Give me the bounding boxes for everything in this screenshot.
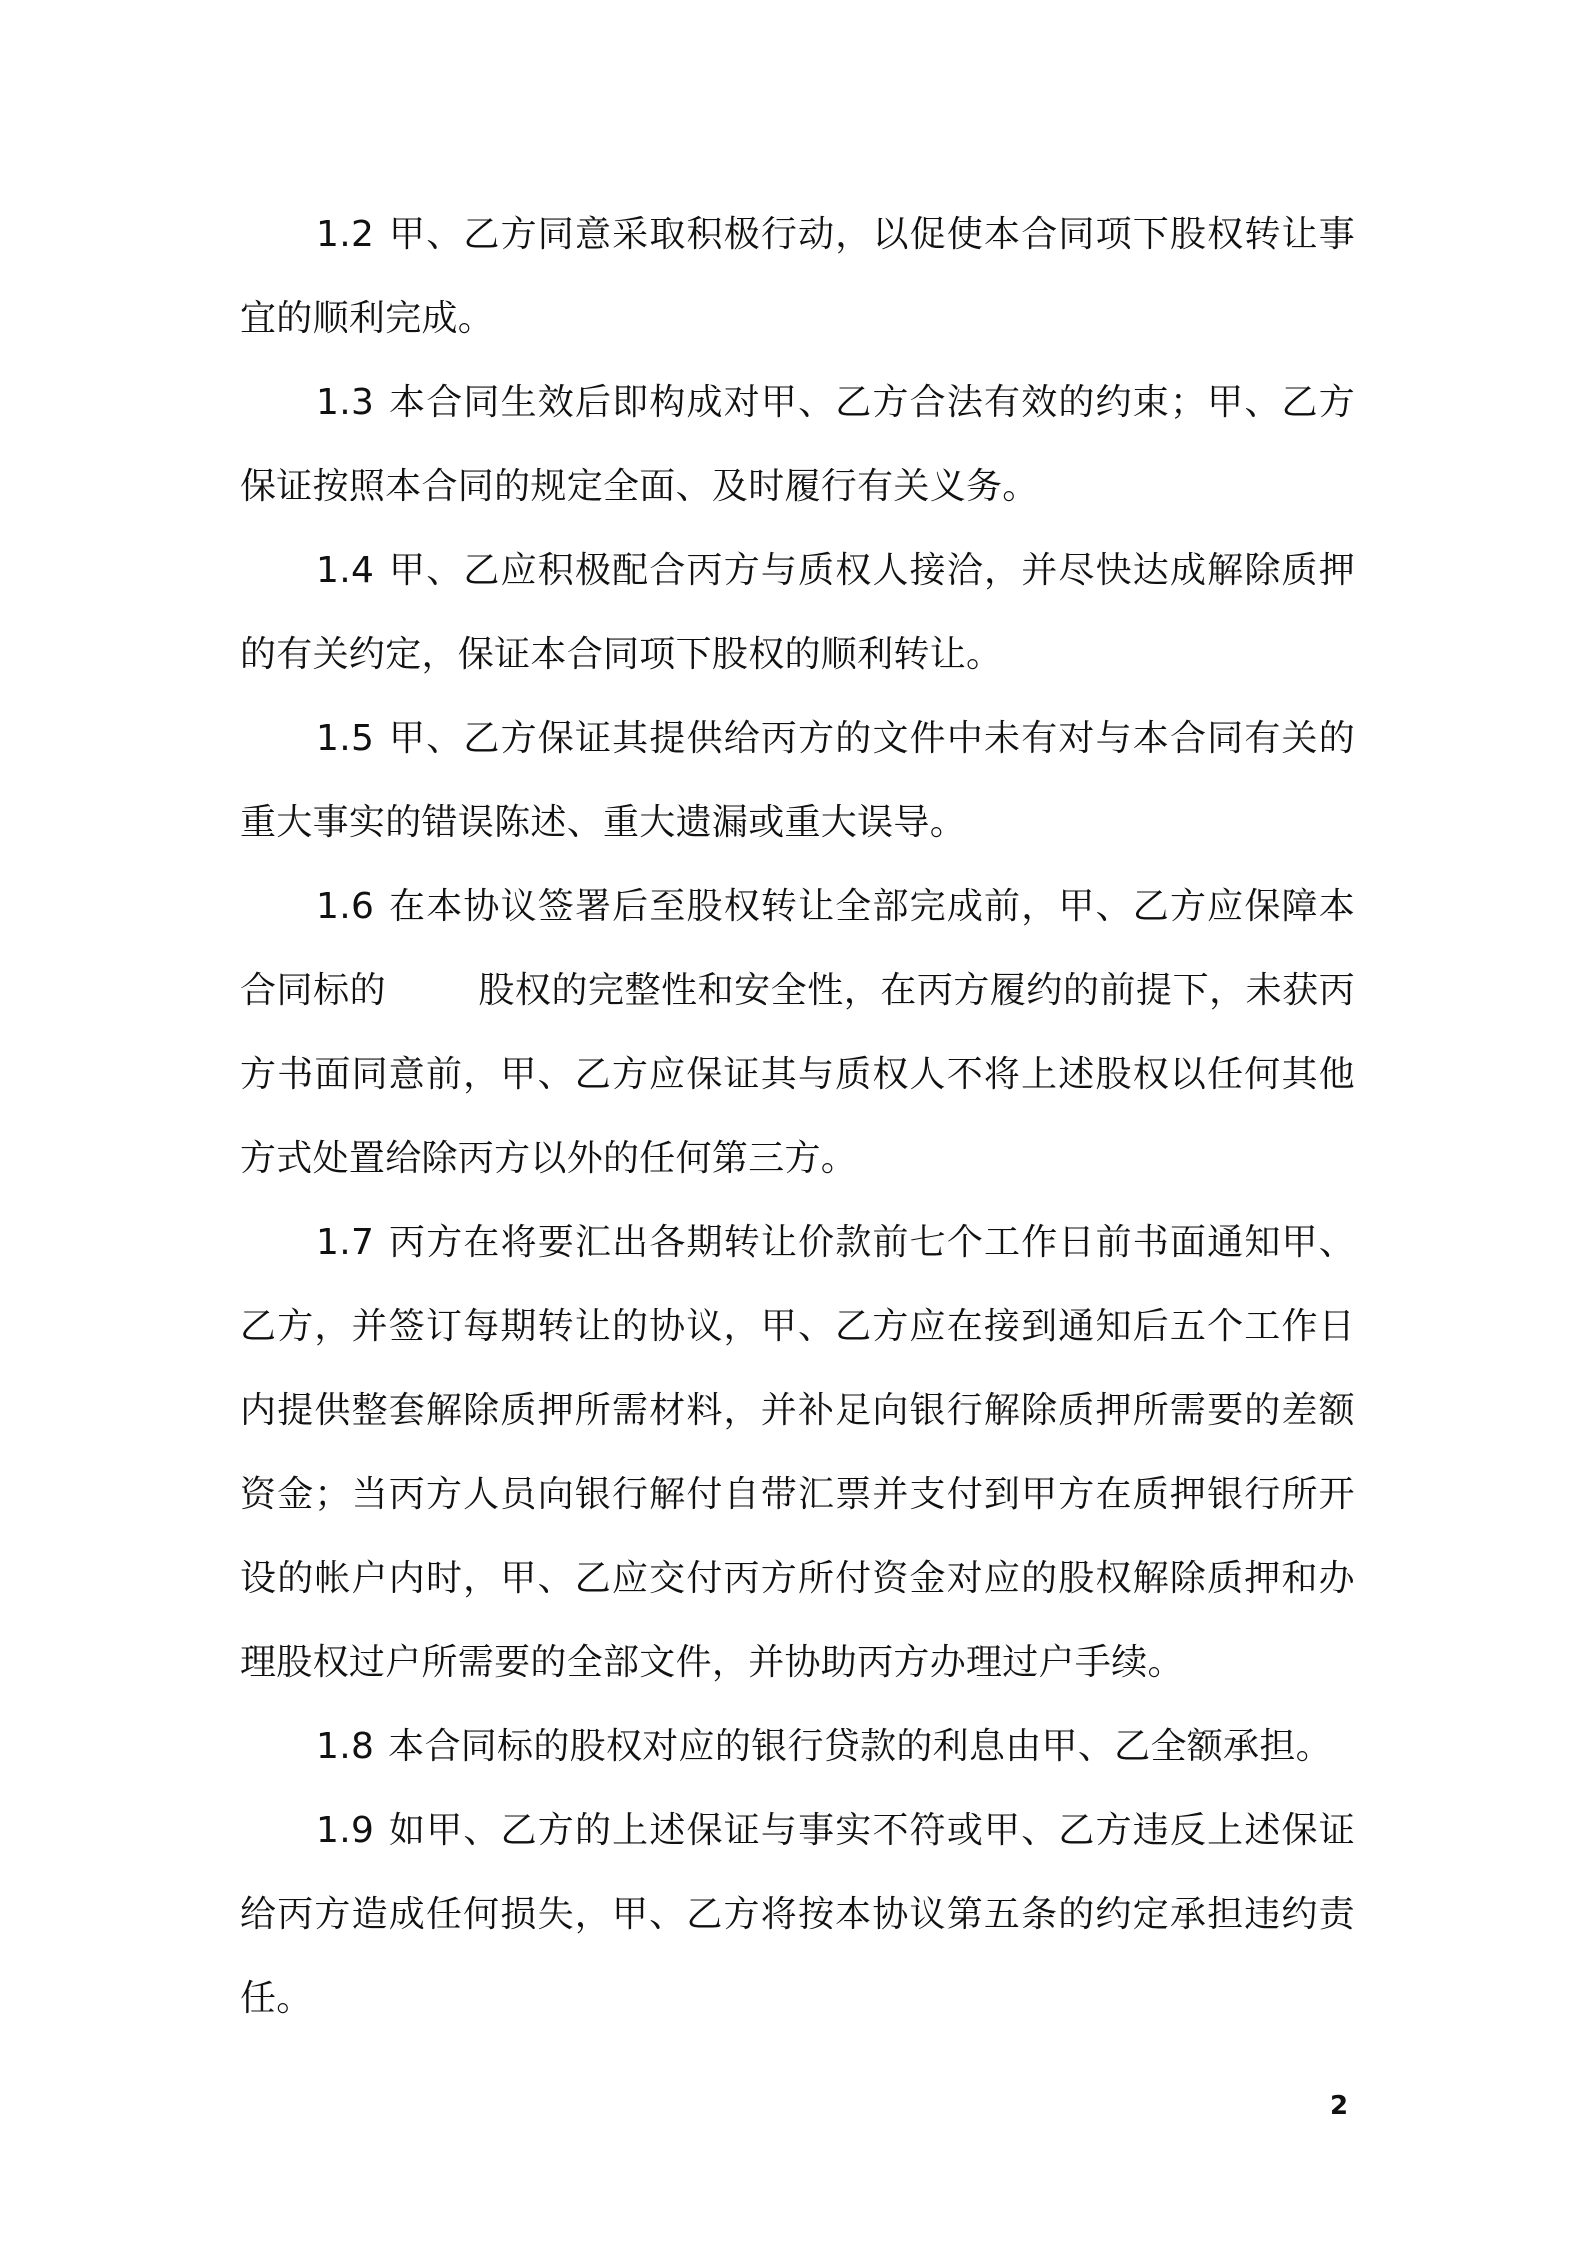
clause-1-7: [240, 1201, 1355, 1705]
clause-1-6: [240, 865, 1355, 1201]
clause-1-8: [240, 1705, 1355, 1789]
clause-number: 1.4: [316, 550, 375, 591]
clause-text-after-gap: 股权的完整性和安全性，在丙方履约的前提下，未获丙方书面同意前，甲、乙方应保证其与质权人不将上述股权以任何其他方式处置给除丙方以外的任何第三方。: [240, 970, 1356, 1179]
clause-number: 1.8: [316, 1726, 375, 1767]
clause-text: 甲、乙应积极配合丙方与质权人接洽，并尽快达成解除质押的有关约定，保证本合同项下股权的顺利转让。: [240, 550, 1355, 675]
clause-1-4: [240, 529, 1355, 697]
clause-text-before-gap: 在本协议签署后至股权转让全部完成前，甲、乙方应保障本合同标的: [240, 886, 1355, 1011]
clause-1-3: [240, 361, 1355, 529]
clause-number: 1.5: [316, 718, 375, 759]
clause-number: 1.2: [316, 214, 375, 255]
clause-1-9: [240, 1789, 1355, 2041]
document-body: [240, 193, 1355, 2041]
clause-text: 丙方在将要汇出各期转让价款前七个工作日前书面通知甲、乙方，并签订每期转让的协议，甲、乙方应在接到通知后五个工作日内提供整套解除质押所需材料，并补足向银行解除质押所需要的差额资金；当丙方人员向银行解付自带汇票并支付到甲方在质押银行所开设的帐户内时，甲、乙应交付丙方所付资金对应的股权解除质押和办理股权过户所需要的全部文件，并协助丙方办理过户手续。: [240, 1222, 1355, 1683]
clause-1-2: [240, 193, 1355, 361]
page-number: 2: [1330, 2091, 1349, 2121]
clause-number: 1.6: [316, 886, 375, 927]
clause-number: 1.9: [316, 1810, 375, 1851]
clause-number: 1.3: [316, 382, 375, 423]
clause-text: 本合同标的股权对应的银行贷款的利息由甲、乙全额承担。: [388, 1726, 1332, 1767]
clause-number: 1.7: [316, 1222, 375, 1263]
clause-text: 甲、乙方同意采取积极行动，以促使本合同项下股权转让事宜的顺利完成。: [240, 214, 1355, 339]
clause-text: 本合同生效后即构成对甲、乙方合法有效的约束；甲、乙方保证按照本合同的规定全面、及时履行有关义务。: [240, 382, 1355, 507]
clause-text: 甲、乙方保证其提供给丙方的文件中未有对与本合同有关的重大事实的错误陈述、重大遗漏或重大误导。: [240, 718, 1355, 843]
clause-text: 如甲、乙方的上述保证与事实不符或甲、乙方违反上述保证给丙方造成任何损失，甲、乙方将按本协议第五条的约定承担违约责任。: [240, 1810, 1355, 2019]
clause-1-5: [240, 697, 1355, 865]
